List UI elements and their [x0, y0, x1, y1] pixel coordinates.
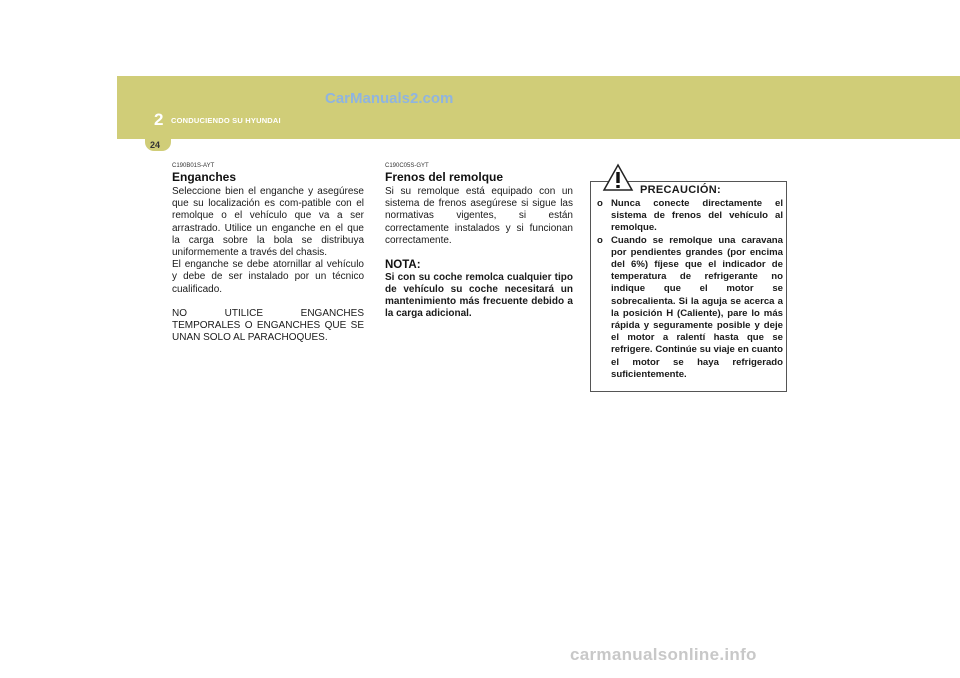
section-heading: Frenos del remolque [385, 170, 504, 184]
nota-text: Si con su coche remolca cualquier tipo de vehículo su coche necesitará un mantenimiento más frecuente debido a la carga adicional. [385, 272, 573, 320]
caution-item [597, 198, 783, 235]
paragraph-warning-caps: NO UTILICE ENGANCHES TEMPORALES O ENGANCHES QUE SE UNAN SOLO AL PARACHOQUES. [172, 307, 364, 344]
watermark-bottom: carmanualsonline.info [570, 645, 757, 664]
caution-item [597, 235, 783, 381]
column-frenos [385, 163, 573, 320]
page-number: 24 [150, 140, 161, 150]
caution-item-text: Nunca conecte directamente el sistema de frenos del vehículo al remolque. [611, 198, 783, 234]
section-code: C190C05S-GYT [385, 163, 429, 169]
warning-triangle-icon [602, 163, 634, 192]
nota-title: NOTA: [385, 259, 421, 272]
bullet-marker: o [597, 234, 603, 246]
section-code: C190B01S-AYT [172, 163, 215, 169]
paragraph: Seleccione bien el enganche y asegúrese que su localización es com-patible con el remolque o el vehículo que va a ser arrastrado. Utilice un enganche en el que la carga sobre la bola se distribuya uniformemente a través del chasis. [172, 186, 364, 259]
caution-list [597, 198, 783, 381]
paragraph: El enganche se debe atornillar al vehículo y debe de ser instalado por un técnico cualificado. [172, 259, 364, 295]
header-band [117, 76, 960, 139]
column-enganches [172, 163, 364, 344]
bullet-marker: o [597, 198, 603, 209]
chapter-number: 2 [154, 110, 164, 129]
chapter-title: CONDUCIENDO SU HYUNDAI [171, 116, 281, 125]
section-heading: Enganches [172, 170, 237, 184]
caution-title: PRECAUCIÓN: [640, 184, 721, 196]
caution-item-text: Cuando se remolque una caravana por pendientes grandes (por encima del 6%) fíjese que el indicador de temperatura de refrigerante no indique que el motor se sobrecalienta. Si la aguja se acerca a la posición H (Caliente), pare lo más rápida y seguramente posible y deje el motor a ralentí hasta que se refrigere. Continúe su viaje en cuanto el motor se haya refrigerado suficientemente. [611, 234, 783, 380]
paragraph: Si su remolque está equipado con un sistema de frenos asegúrese si sigue las normativas vigentes, si están correctamente instalados y si funcionan correctamente. [385, 186, 573, 246]
watermark-top: CarManuals2.com [325, 90, 454, 107]
